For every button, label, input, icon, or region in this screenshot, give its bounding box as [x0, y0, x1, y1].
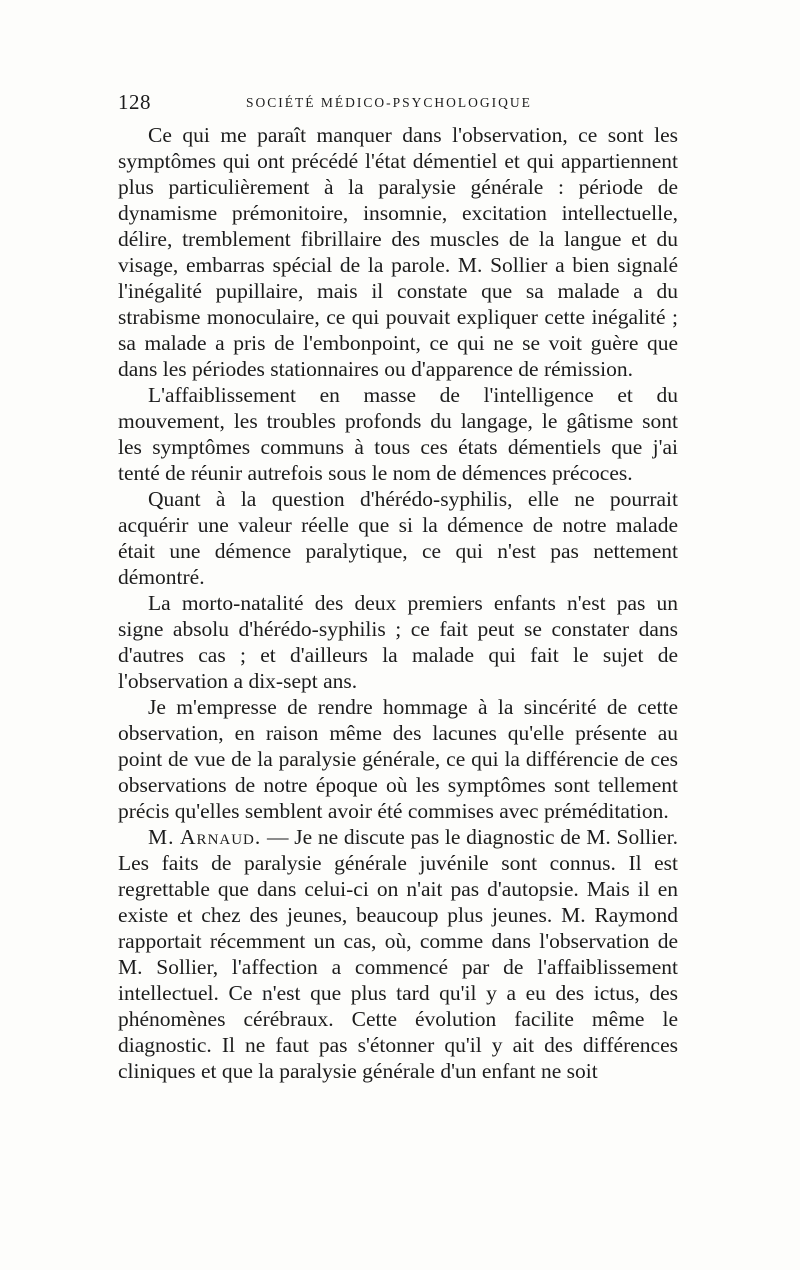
speaker-name: M. Arnaud.: [148, 825, 262, 849]
speaker-statement: — Je ne discute pas le diagnostic de M. Sollier. Les faits de paralysie générale juvénile sont connus. Il est regrettable que dans celui-ci on n'ait pas d'autopsie. Mais il en existe et chez des jeunes, beaucoup plus jeunes. M. Raymond rapportait récemment un cas, où, comme dans l'observation de M. Sollier, l'affection a commencé par de l'affaiblissement intellectuel. Ce n'est que plus tard qu'il y a eu des ictus, des phénomènes cérébraux. Cette évolution facilite même le diagnostic. Il ne faut pas s'étonner qu'il y ait des différences cliniques et que la paralysie générale d'un enfant ne soit: [118, 825, 679, 1083]
paragraph-morto-natalite: La morto-natalité des deux premiers enfants n'est pas un signe absolu d'hérédo-syphilis ; ce fait peut se constater dans d'autres cas ; et d'ailleurs la malade qui fait le sujet de l'observation a dix-sept ans.: [118, 591, 678, 693]
paragraph-heredo-syphilis: Quant à la question d'hérédo-syphilis, elle ne pourrait acquérir une valeur réelle que si la démence de notre malade était une démence paralytique, ce qui n'est pas nettement démontré.: [118, 487, 678, 589]
page-number: 128: [118, 90, 151, 114]
running-head: SOCIÉTÉ MÉDICO-PSYCHOLOGIQUE: [246, 95, 532, 110]
body-text: [118, 122, 678, 1084]
page-header: [118, 90, 678, 120]
paragraph-intelligence-decline: L'affaiblissement en masse de l'intelligence et du mouvement, les troubles profonds du langage, le gâtisme sont les symptômes communs à tous ces états démentiels que j'ai tenté de réunir autrefois sous le nom de démences précoces.: [118, 383, 678, 485]
paragraph-missing-symptoms: Ce qui me paraît manquer dans l'observation, ce sont les symptômes qui ont précédé l'état démentiel et qui appartiennent plus particulièrement à la paralysie générale : période de dynamisme prémonitoire, insomnie, excitation intellectuelle, délire, tremblement fibrillaire des muscles de la langue et du visage, embarras spécial de la parole. M. Sollier a bien signalé l'inégalité pupillaire, mais il constate que sa malade a du strabisme monoculaire, ce qui pouvait expliquer cette inégalité ; sa malade a pris de l'embonpoint, ce qui ne se voit guère que dans les périodes stationnaires ou d'apparence de rémission.: [118, 123, 678, 381]
paragraph-homage: Je m'empresse de rendre hommage à la sincérité de cette observation, en raison même des lacunes qu'elle présente au point de vue de la paralysie générale, ce qui la différencie de ces observations de notre époque où les symptômes sont tellement précis qu'elles semblent avoir été commises avec préméditation.: [118, 695, 678, 823]
paragraph-arnaud: [118, 824, 678, 1084]
